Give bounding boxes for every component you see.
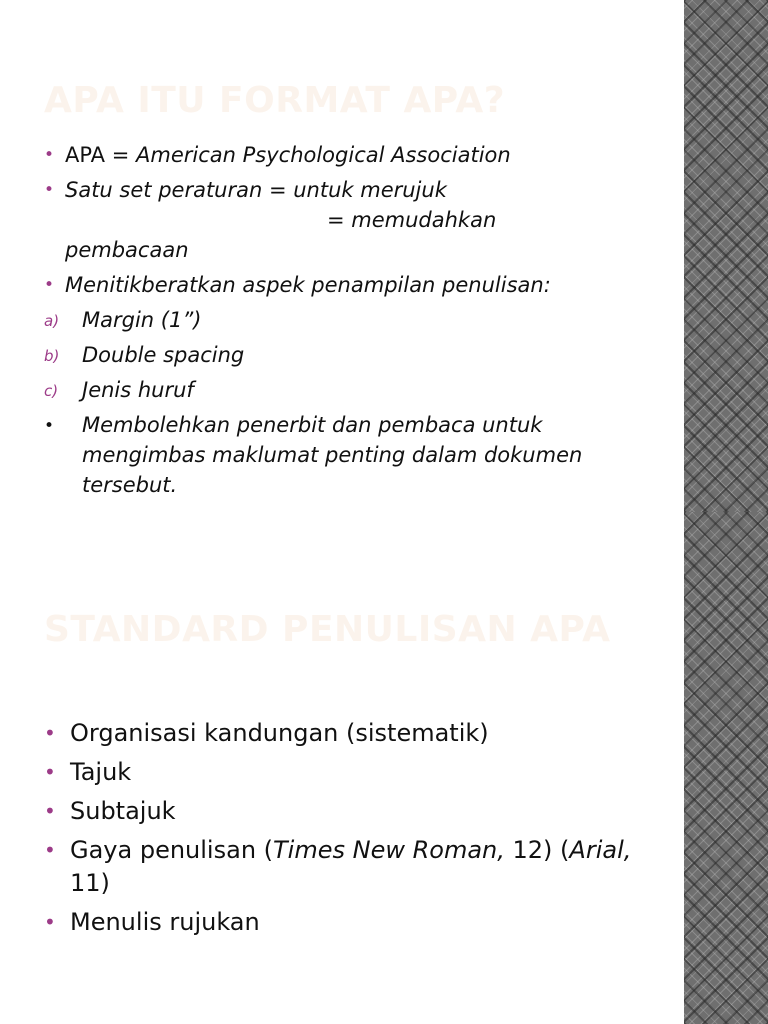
bullet-icon: • [44,760,56,784]
alpha-marker-c: c) [44,382,59,400]
bullet-item-subtajuk [44,795,644,828]
alpha-text-huruf: Jenis huruf [82,378,194,402]
alpha-marker-b: b) [44,347,60,365]
alpha-item-spacing [44,340,644,370]
alpha-item-huruf [44,375,644,405]
alpha-text-spacing: Double spacing [82,343,245,367]
apa-expansion: American Psychological Association [136,143,511,167]
gaya-font-1: Times New Roman, [273,836,505,864]
bullet-icon: • [44,838,56,862]
peraturan-line-1: Satu set peraturan = untuk merujuk [65,178,447,202]
bullet-item-peraturan [44,175,644,265]
bullet-icon: • [44,416,55,436]
decorative-sidebar-2 [684,512,768,1024]
slide-2 [0,512,684,1024]
slide-2-title: STANDARD PENULISAN APA [44,609,611,650]
bullet-item-tajuk [44,756,644,789]
subtajuk-text: Subtajuk [70,797,176,825]
bullet-item-apa [44,140,644,170]
gaya-prefix: Gaya penulisan ( [70,836,274,864]
slide-2-content [44,717,644,945]
gaya-mid: 12) ( [504,836,570,864]
alpha-text-margin: Margin (1”) [82,308,202,332]
slide-1-title: APA ITU FORMAT APA? [44,80,506,121]
gaya-font-2: Arial, [569,836,632,864]
slide-1-content [44,140,644,505]
rujukan-text: Menulis rujukan [70,908,260,936]
slide-1 [0,0,684,512]
tajuk-text: Tajuk [70,758,132,786]
decorative-sidebar-1 [684,0,768,512]
bullet-item-penampilan [44,270,644,300]
bullet-item-membolehkan [44,410,644,500]
penampilan-text: Menitikberatkan aspek penampilan penulisan: [65,273,551,297]
bullet-icon: • [44,799,56,823]
bullet-item-rujukan [44,906,644,939]
bullet-icon: • [44,910,56,934]
bullet-icon: • [44,275,55,295]
membolehkan-text: Membolehkan penerbit dan pembaca untuk mengimbas maklumat penting dalam dokumen tersebut. [82,413,583,497]
peraturan-line-2: = memudahkan [327,208,497,232]
bullet-icon: • [44,145,55,165]
alpha-marker-a: a) [44,312,60,330]
apa-label: APA = [65,143,136,167]
peraturan-line-3: pembacaan [65,238,189,262]
organisasi-text: Organisasi kandungan (sistematik) [70,719,489,747]
alpha-item-margin [44,305,644,335]
bullet-icon: • [44,180,55,200]
bullet-icon: • [44,721,56,745]
bullet-item-organisasi [44,717,644,750]
gaya-suffix: 11) [70,869,110,897]
bullet-item-gaya [44,834,644,900]
